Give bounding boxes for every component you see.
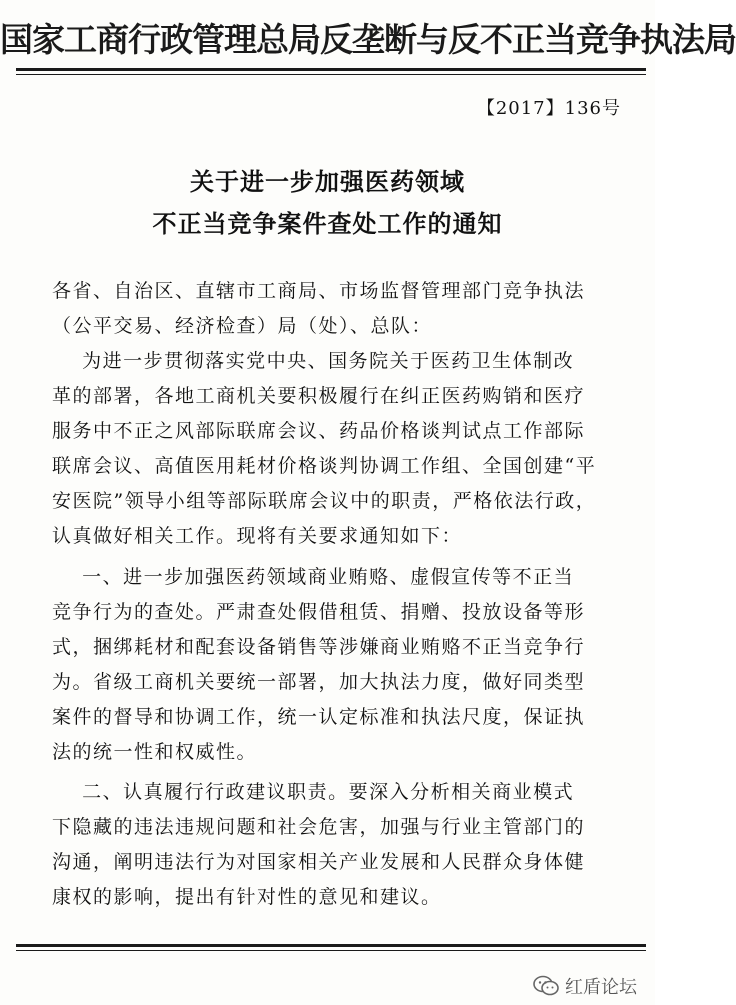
body-line: 革的部署，各地工商机关要积极履行在纠正医药购销和医疗 [52, 385, 586, 407]
wechat-icon [533, 975, 559, 997]
body-line: 联席会议、高值医用耗材价格谈判协调工作组、全国创建“平 [52, 455, 597, 477]
footer-rule-thick [16, 944, 646, 947]
body-line: 为进一步贯彻落实党中央、国务院关于医药卫生体制改 [52, 350, 575, 372]
watermark-label: 红盾论坛 [565, 977, 637, 998]
body-line: 各省、自治区、直辖市工商局、市场监督管理部门竞争执法 [52, 280, 586, 302]
watermark [533, 973, 637, 999]
header-rule-thin [16, 74, 646, 75]
body-line: 竞争行为的查处。严肃查处假借租赁、捐赠、投放设备等形 [52, 601, 586, 623]
body-line: 式，捆绑耗材和配套设备销售等涉嫌商业贿赂不正当竞争行 [52, 636, 586, 658]
document-title-line-1: 关于进一步加强医药领域 [190, 168, 465, 196]
body-line: 案件的督导和协调工作，统一认定标准和执法尺度，保证执 [52, 706, 586, 728]
body-line: 为。省级工商机关要统一部署，加大执法力度，做好同类型 [52, 671, 586, 693]
body-line: 法的统一性和权威性。 [52, 741, 258, 763]
header-rule-thick [16, 68, 646, 71]
document-title-line-2: 不正当竞争案件查处工作的通知 [152, 210, 503, 238]
body-line: 二、认真履行行政建议职责。要深入分析相关商业模式 [52, 781, 575, 803]
body-line: 下隐藏的违法违规问题和社会危害，加强与行业主管部门的 [52, 816, 586, 838]
body-line: 认真做好相关工作。现将有关要求通知如下： [52, 525, 463, 547]
body-line: 安医院”领导小组等部际联席会议中的职责，严格依法行政， [52, 490, 597, 512]
document-number: 【2017】136号 [476, 98, 621, 119]
body-line: 一、进一步加强医药领域商业贿赂、虚假宣传等不正当 [52, 566, 575, 588]
footer-rule-thin [16, 950, 646, 951]
body-line: 沟通，阐明违法行为对国家相关产业发展和人民群众身体健 [52, 851, 586, 873]
body-line: 服务中不正之风部际联席会议、药品价格谈判试点工作部际 [52, 420, 586, 442]
body-line: 康权的影响，提出有针对性的意见和建议。 [52, 886, 442, 908]
body-line: （公平交易、经济检查）局（处）、总队： [52, 315, 433, 337]
issuing-agency-header: 国家工商行政管理总局反垄断与反不正当竞争执法局 [0, 20, 736, 59]
